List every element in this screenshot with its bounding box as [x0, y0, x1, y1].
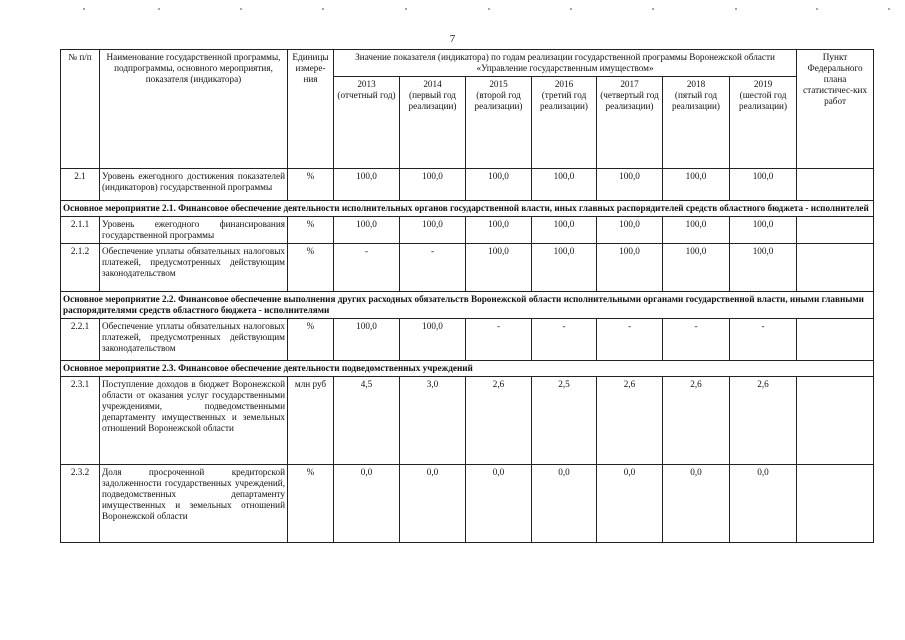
page-number: 7: [449, 33, 456, 45]
row-unit: %: [288, 465, 334, 543]
row-value: 100,0: [663, 169, 730, 201]
row-value: 100,0: [730, 244, 797, 292]
table-row: [61, 465, 874, 543]
row-number: 2.1.2: [61, 244, 100, 292]
row-value: 0,0: [730, 465, 797, 543]
section-title: Основное мероприятие 2.2. Финансовое обеспечение выполнения других расходных обязательств Воронежской области исполнительными органами государственной власти, иными главными распорядителями средств областного бюджета - исполнителями: [61, 292, 874, 319]
row-value: 100,0: [532, 244, 597, 292]
scan-dots: [0, 8, 905, 18]
row-plan: [797, 377, 874, 465]
section-title: Основное мероприятие 2.3. Финансовое обеспечение деятельности подведомственных учреждений: [61, 361, 874, 377]
row-unit: млн руб: [288, 377, 334, 465]
row-unit: %: [288, 244, 334, 292]
row-value: 100,0: [466, 217, 532, 244]
section-row: [61, 292, 874, 319]
row-value: 2,6: [663, 377, 730, 465]
row-value: 0,0: [400, 465, 466, 543]
header-plan: Пункт Федерального плана статистичес-ких работ: [797, 50, 874, 169]
row-plan: [797, 169, 874, 201]
table-row: [61, 244, 874, 292]
header-year-2018: [663, 77, 730, 169]
row-value: 100,0: [730, 217, 797, 244]
row-indicator-name: Обеспечение уплаты обязательных налоговых платежей, предусмотренных действующим законодательством: [100, 319, 288, 361]
row-value: -: [532, 319, 597, 361]
row-indicator-name: Обеспечение уплаты обязательных налоговых платежей, предусмотренных действующим законодательством: [100, 244, 288, 292]
row-value: 100,0: [400, 169, 466, 201]
header-year-2013: [334, 77, 400, 169]
row-value: 2,6: [730, 377, 797, 465]
header-row-1: [61, 50, 874, 77]
year-note: (первый год реализации): [408, 90, 457, 111]
row-value: 100,0: [466, 169, 532, 201]
table-body: [61, 169, 874, 543]
row-unit: %: [288, 217, 334, 244]
section-row: [61, 201, 874, 217]
row-number: 2.1.1: [61, 217, 100, 244]
year-note: (четвертый год реализации): [600, 90, 659, 111]
year-label: 2014: [423, 79, 442, 89]
row-value: 0,0: [466, 465, 532, 543]
section-title: Основное мероприятие 2.1. Финансовое обеспечение деятельности исполнительных органов государственной власти, иных главных распорядителей средств областного бюджета - исполнителей: [61, 201, 874, 217]
indicators-table: [60, 49, 874, 543]
year-label: 2019: [753, 79, 773, 89]
year-note: (второй год реализации): [474, 90, 523, 111]
table-row: [61, 169, 874, 201]
year-note: (третий год реализации): [540, 90, 588, 111]
row-value: 100,0: [466, 244, 532, 292]
row-number: 2.2.1: [61, 319, 100, 361]
row-value: 100,0: [532, 217, 597, 244]
header-name: Наименование государственной программы, подпрограммы, основного мероприятия, показателя (индикатора): [100, 50, 288, 169]
row-value: 100,0: [597, 169, 663, 201]
row-value: 100,0: [400, 217, 466, 244]
row-number: 2.3.2: [61, 465, 100, 543]
row-number: 2.1: [61, 169, 100, 201]
row-value: 100,0: [400, 319, 466, 361]
row-value: 100,0: [663, 217, 730, 244]
row-plan: [797, 244, 874, 292]
row-plan: [797, 465, 874, 543]
row-value: 2,6: [466, 377, 532, 465]
row-value: 2,5: [532, 377, 597, 465]
row-value: -: [663, 319, 730, 361]
row-value: 0,0: [334, 465, 400, 543]
year-label: 2013: [357, 79, 376, 89]
row-value: 2,6: [597, 377, 663, 465]
row-value: 100,0: [334, 169, 400, 201]
table-row: [61, 377, 874, 465]
row-value: -: [400, 244, 466, 292]
section-row: [61, 361, 874, 377]
row-value: -: [466, 319, 532, 361]
row-value: -: [334, 244, 400, 292]
header-year-2016: [532, 77, 597, 169]
year-label: 2018: [686, 79, 706, 89]
row-number: 2.3.1: [61, 377, 100, 465]
header-year-2015: [466, 77, 532, 169]
row-indicator-name: Доля просроченной кредиторской задолженности государственных учреждений, подведомственных департаменту имущественных и земельных отношений Воронежской области: [100, 465, 288, 543]
row-value: 100,0: [597, 217, 663, 244]
year-label: 2017: [620, 79, 639, 89]
row-value: 3,0: [400, 377, 466, 465]
year-label: 2015: [489, 79, 508, 89]
row-indicator-name: Уровень ежегодного финансирования государственной программы: [100, 217, 288, 244]
year-note: (отчетный год): [337, 90, 396, 100]
header-year-2019: [730, 77, 797, 169]
row-value: 0,0: [597, 465, 663, 543]
table-row: [61, 217, 874, 244]
year-label: 2016: [554, 79, 574, 89]
row-value: 100,0: [532, 169, 597, 201]
row-indicator-name: Поступление доходов в бюджет Воронежской области от оказания услуг государственными учреждениями, подведомственными департаменту имущественных и земельных отношений Воронежской области: [100, 377, 288, 465]
row-value: 0,0: [663, 465, 730, 543]
row-value: 100,0: [334, 319, 400, 361]
row-unit: %: [288, 319, 334, 361]
row-value: 100,0: [334, 217, 400, 244]
row-value: 100,0: [663, 244, 730, 292]
header-num: № п/п: [61, 50, 100, 169]
header-values: Значение показателя (индикатора) по годам реализации государственной программы Воронежской области «Управление государственным имуществом»: [334, 50, 797, 77]
header-unit: Единицы измере-ния: [288, 50, 334, 169]
row-plan: [797, 319, 874, 361]
year-note: (шестой год реализации): [739, 90, 788, 111]
row-plan: [797, 217, 874, 244]
row-value: -: [597, 319, 663, 361]
row-value: 0,0: [532, 465, 597, 543]
row-value: 4,5: [334, 377, 400, 465]
header-year-2017: [597, 77, 663, 169]
row-indicator-name: Уровень ежегодного достижения показателей (индикаторов) государственной программы: [100, 169, 288, 201]
row-value: 100,0: [597, 244, 663, 292]
table-row: [61, 319, 874, 361]
row-value: 100,0: [730, 169, 797, 201]
year-note: (пятый год реализации): [672, 90, 720, 111]
row-value: -: [730, 319, 797, 361]
header-year-2014: [400, 77, 466, 169]
row-unit: %: [288, 169, 334, 201]
